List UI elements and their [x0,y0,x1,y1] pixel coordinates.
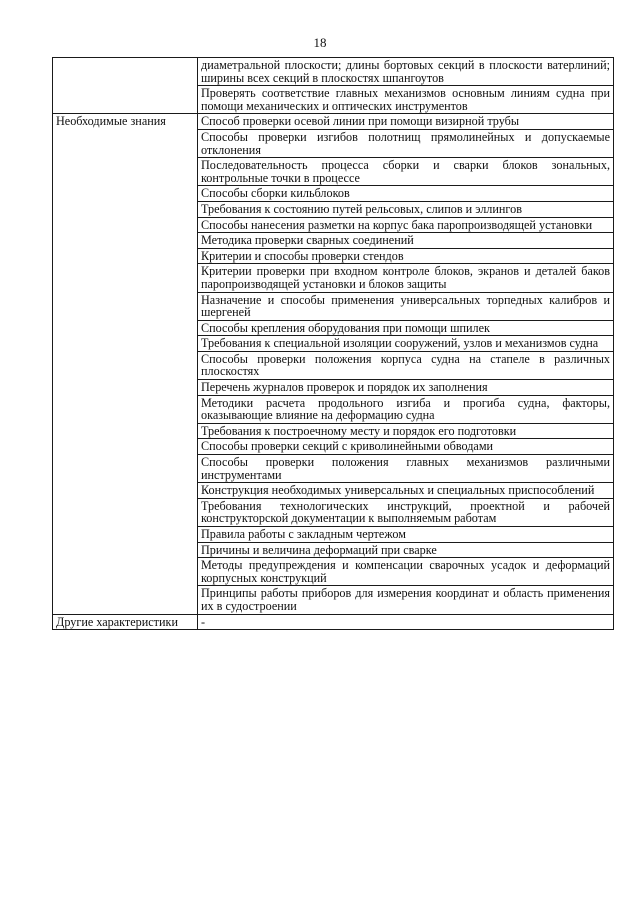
row-text: Методы предупреждения и компенсации сварочных усадок и деформаций корпусных конструкций [198,558,614,586]
page-number: 18 [313,35,327,50]
section-label-other-characteristics: Другие характеристики [53,614,198,630]
requirements-table [52,57,614,630]
row-text: Проверять соответствие главных механизмов основным линиям судна при помощи механических и оптических инструментов [198,86,614,114]
row-text: Способы проверки секций с криволинейными обводами [198,439,614,455]
row-text: Требования к специальной изоляции сооружений, узлов и механизмов судна [198,336,614,352]
row-text: Способы проверки положения корпуса судна на стапеле в различных плоскостях [198,351,614,379]
row-text: Причины и величина деформаций при сварке [198,542,614,558]
row-text: диаметральной плоскости; длины бортовых секций в плоскости ватерлиний; ширины всех секций в плоскостях шпангоутов [198,58,614,86]
section-label-required-knowledge: Необходимые знания [53,114,198,614]
row-text: Требования к построечному месту и порядок его подготовки [198,423,614,439]
row-text: Способы проверки положения главных механизмов различными инструментами [198,455,614,483]
row-text: Критерии и способы проверки стендов [198,248,614,264]
row-text: Конструкция необходимых универсальных и специальных приспособлений [198,483,614,499]
row-text: Правила работы с закладным чертежом [198,527,614,543]
row-text: Критерии проверки при входном контроле блоков, экранов и деталей баков паропроизводящей установки и блоков защиты [198,264,614,292]
row-text: Требования к состоянию путей рельсовых, слипов и эллингов [198,201,614,217]
row-text: Последовательность процесса сборки и сварки блоков зональных, контрольные точки в процессе [198,158,614,186]
row-text: Способы нанесения разметки на корпус бака паропроизводящей установки [198,217,614,233]
row-text: - [198,614,614,630]
row-text: Способы сборки кильблоков [198,186,614,202]
row-text: Методики расчета продольного изгиба и прогиба судна, факторы, оказывающие влияние на деформацию судна [198,395,614,423]
row-label-empty [53,58,198,114]
row-text: Методика проверки сварных соединений [198,233,614,249]
row-text: Способы крепления оборудования при помощи шпилек [198,320,614,336]
row-text: Способы проверки изгибов полотнищ прямолинейных и допускаемые отклонения [198,129,614,157]
row-text: Способ проверки осевой линии при помощи визирной трубы [198,114,614,130]
table-row [53,114,614,130]
table-row [53,614,614,630]
row-text: Принципы работы приборов для измерения координат и область применения их в судостроении [198,586,614,614]
row-text: Назначение и способы применения универсальных торпедных калибров и шергеней [198,292,614,320]
row-text: Требования технологических инструкций, проектной и рабочей конструкторской документации к выполняемым работам [198,498,614,526]
row-text: Перечень журналов проверок и порядок их заполнения [198,380,614,396]
table-row [53,58,614,86]
